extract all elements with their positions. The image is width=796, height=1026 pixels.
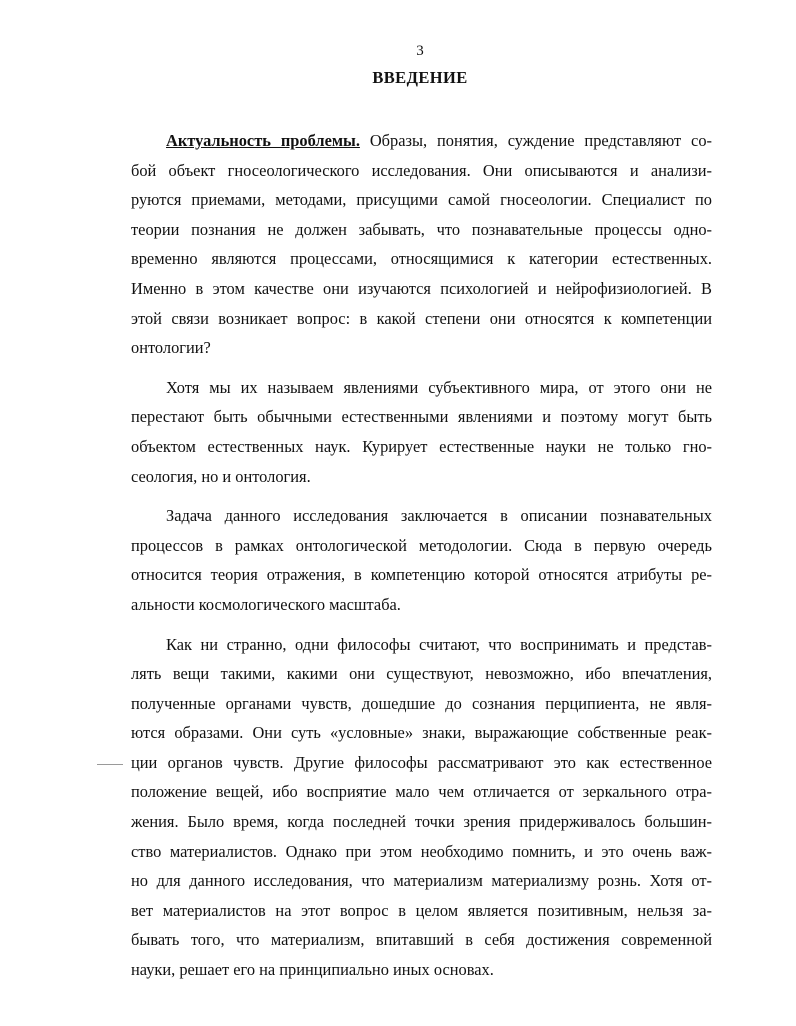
- text-line: руются приемами, методами, присущими самой гносеологии. Специалист по: [131, 190, 712, 210]
- text-line: лять вещи такими, какими они существуют, невозможно, ибо впечатления,: [131, 664, 712, 684]
- body-text: [131, 126, 712, 985]
- text-line: временно являются процессами, относящимися к категории естественных.: [131, 249, 712, 269]
- text-line: полученные органами чувств, дошедшие до сознания перципиента, не явля-: [131, 693, 712, 713]
- paragraph-subjective-world: [131, 373, 712, 491]
- text-line: жения. Было время, когда последней точки зрения придерживалось большин-: [131, 812, 712, 832]
- paragraph-relevance: [131, 126, 712, 363]
- text-line: Именно в этом качестве они изучаются психологией и нейрофизиологией. В: [131, 278, 712, 298]
- text-line: сеология, но и онтология.: [131, 466, 311, 486]
- text-line: Хотя мы их называем явлениями субъективного мира, от этого они не: [166, 377, 712, 397]
- text-line: бывать того, что материализм, впитавший в себя достижения современной: [131, 930, 712, 950]
- text-line-part: Образы, понятия, суждение представляют со-: [359, 131, 712, 150]
- text-line: процессов в рамках онтологической методологии. Сюда в первую очередь: [131, 535, 712, 555]
- text-line: бой объект гносеологического исследования. Они описываются и анализи-: [131, 160, 712, 180]
- text-line: положение вещей, ибо восприятие мало чем отличается от зеркального отра-: [131, 782, 712, 802]
- text-line: этой связи возникает вопрос: в какой степени они относятся к компетенции: [131, 308, 712, 328]
- text-line: ство материалистов. Однако при этом необходимо помнить, и это очень важ-: [131, 841, 712, 861]
- page-number: 3: [416, 43, 424, 59]
- text-line: объектом естественных наук. Курирует естественные науки не только гно-: [131, 436, 712, 456]
- text-line: онтологии?: [131, 338, 211, 358]
- text-line: перестают быть обычными естественными явлениями и поэтому могут быть: [131, 407, 712, 427]
- text-line: ции органов чувств. Другие философы рассматривают это как естественное: [131, 752, 712, 772]
- text-line: науки, решает его на принципиально иных основах.: [131, 960, 494, 980]
- text-line: теории познания не должен забывать, что познавательные процессы одно-: [131, 219, 712, 239]
- text-line: ются образами. Они суть «условные» знаки, выражающие собственные реак-: [131, 723, 712, 743]
- relevance-lead: Актуальность проблемы.: [166, 131, 360, 150]
- text-line: [131, 126, 712, 156]
- paragraph-research-task: [131, 501, 712, 619]
- section-heading: ВВЕДЕНИЕ: [372, 68, 468, 87]
- text-line: Задача данного исследования заключается в описании познавательных: [166, 506, 712, 526]
- paragraph-philosophers: [131, 630, 712, 985]
- text-line: но для данного исследования, что материализм материализму рознь. Хотя от-: [131, 871, 712, 891]
- margin-scan-mark: [97, 764, 123, 765]
- text-line: вет материалистов на этот вопрос в целом является позитивным, нельзя за-: [131, 900, 712, 920]
- text-line: Как ни странно, одни философы считают, что воспринимать и представ-: [166, 634, 712, 654]
- text-line: относится теория отражения, в компетенцию которой относятся атрибуты ре-: [131, 565, 712, 585]
- text-line: альности космологического масштаба.: [131, 594, 401, 614]
